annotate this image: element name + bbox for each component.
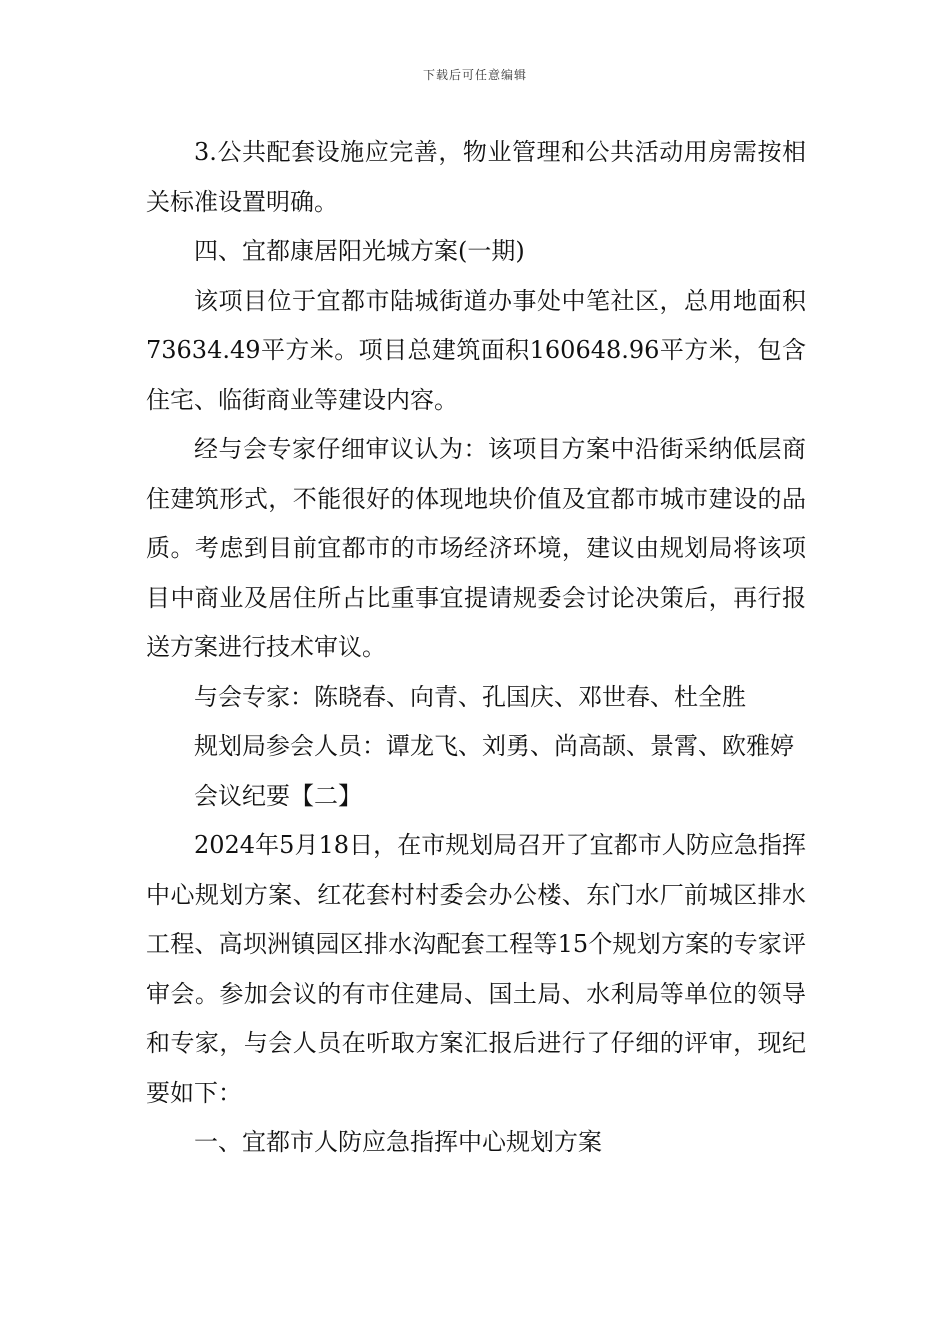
paragraph-expert-review: 经与会专家仔细审议认为：该项目方案中沿街采纳低层商住建筑形式，不能很好的体现地块价值及宜都市城市建设的品质。考虑到目前宜都市的市场经济环境，建议由规划局将该项目中商业及居住所占比重事宜提请规委会讨论决策后，再行报送方案进行技术审议。 — [146, 435, 806, 661]
page-header-note: 下载后可任意编辑 — [422, 68, 527, 82]
document-body — [146, 128, 806, 1168]
section-heading-kangju-sunshine-city: 四、宜都康居阳光城方案(一期) — [194, 237, 525, 265]
section-heading-civil-defense-plan: 一、宜都市人防应急指挥中心规划方案 — [194, 1128, 602, 1156]
paragraph-meeting-summary: 2024年5月18日，在市规划局召开了宜都市人防应急指挥中心规划方案、红花套村村委会办公楼、东门水厂前城区排水工程、高坝洲镇园区排水沟配套工程等15个规划方案的专家评审会。参加会议的有市住建局、国土局、水利局等单位的领导和专家，与会人员在听取方案汇报后进行了仔细的评审，现纪要如下： — [146, 831, 806, 1107]
section-heading-minutes-two: 会议纪要【二】 — [194, 781, 362, 810]
paragraph-bureau-attendees: 规划局参会人员：谭龙飞、刘勇、尚高颉、景霄、欧雅婷 — [194, 732, 794, 760]
paragraph-project-location: 该项目位于宜都市陆城街道办事处中笔社区，总用地面积73634.49平方米。项目总建筑面积160648.96平方米，包含住宅、临街商业等建设内容。 — [146, 286, 806, 414]
paragraph-facilities-requirement: 3.公共配套设施应完善，物业管理和公共活动用房需按相关标准设置明确。 — [146, 138, 806, 216]
paragraph-attending-experts: 与会专家：陈晓春、向青、孔国庆、邓世春、杜全胜 — [194, 682, 746, 711]
